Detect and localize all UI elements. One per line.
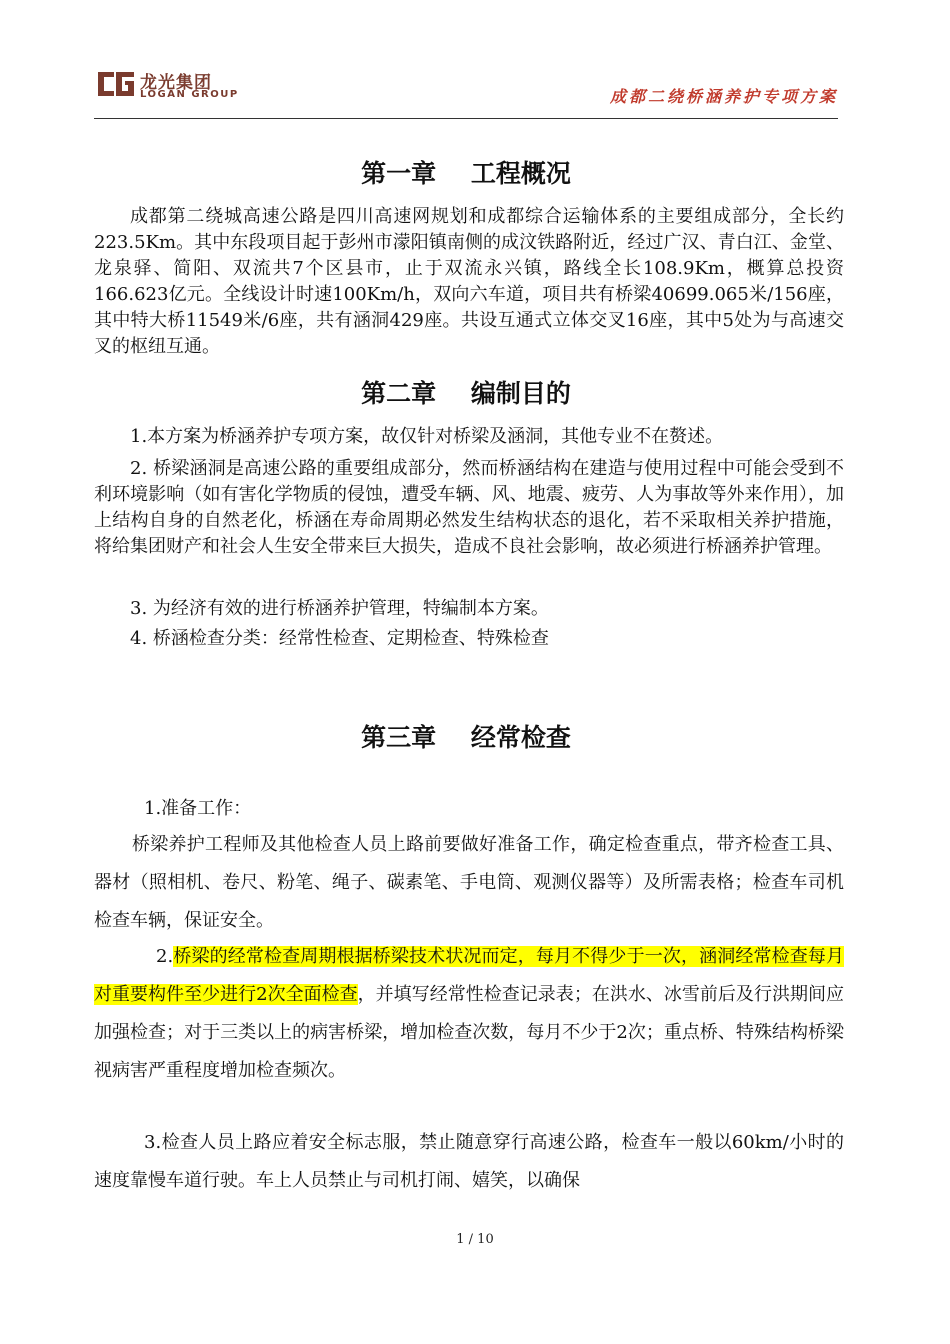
logo-text-en: LOGAN GROUP — [140, 89, 239, 100]
logo-mark-icon — [96, 68, 136, 100]
item-2-rest: ，并填写经常性检查记录表；在洪水、冰雪前后及行洪期间应加强检查；对于三类以上的病害桥梁，增加检查次数，每月不少于2次；重点桥、特殊结构桥梁视病害严重程度增加检查频次。 — [94, 984, 845, 1081]
page-number: 1 / 10 — [456, 1232, 494, 1247]
logo-text-cn: 龙光集团 — [140, 73, 212, 93]
chapter-2-title: 第二章 编制目的 — [361, 379, 571, 408]
header-divider — [94, 118, 838, 119]
chapter-2-item-1: 1.本方案为桥涵养护专项方案，故仅针对桥梁及涵洞，其他专业不在赘述。 — [130, 426, 724, 447]
document-header-title: 成都二绕桥涵养护专项方案 — [609, 87, 838, 106]
chapter-2-item-4: 4. 桥涵检查分类：经常性检查、定期检查、特殊检查 — [130, 628, 549, 649]
chapter-3-title: 第三章 经常检查 — [361, 723, 571, 752]
chapter-3-prep-text: 桥梁养护工程师及其他检查人员上路前要做好准备工作，确定检查重点，带齐检查工具、器材（照相机、卷尺、粉笔、绳子、碳素笔、手电筒、观测仪器等）及所需表格；检查车司机检查车辆，保证安全。 — [94, 834, 844, 931]
chapter-1-paragraph: 成都第二绕城高速公路是四川高速网规划和成都综合运输体系的主要组成部分，全长约223.5Km。其中东段项目起于彭州市濛阳镇南侧的成汶铁路附近，经过广汉、青白江、金堂、龙泉驿、简阳、双流共7个区县市，止于双流永兴镇，路线全长108.9Km，概算总投资166.623亿元。全线设计时速100Km/h，双向六车道，项目共有桥梁40699.065米/156座，其中特大桥11549米/6座，共有涵洞429座。共设互通式立体交叉16座，其中5处为与高速交叉的枢纽互通。 — [94, 206, 844, 357]
company-logo — [96, 68, 256, 104]
chapter-2-item-3: 3. 为经济有效的进行桥涵养护管理，特编制本方案。 — [130, 598, 549, 619]
chapter-3-item-3: 3.检查人员上路应着安全标志服，禁止随意穿行高速公路，检查车一般以60km/小时的速度靠慢车道行驶。车上人员禁止与司机打闹、嬉笑，以确保 — [94, 1132, 844, 1191]
chapter-3-item-2 — [94, 938, 844, 1090]
item-2-lead: 2. — [156, 946, 174, 967]
chapter-3-prep-title: 1.准备工作： — [144, 798, 252, 819]
chapter-1-title: 第一章 工程概况 — [361, 159, 571, 188]
highlighted-text: 桥梁的经常检查周期根据桥梁技术状况而定，每月不得少于一次，涵洞经常检查每月对重要构件至少进行2次全面检查 — [94, 946, 844, 1005]
chapter-2-item-2: 2. 桥梁涵洞是高速公路的重要组成部分，然而桥涵结构在建造与使用过程中可能会受到不利环境影响（如有害化学物质的侵蚀，遭受车辆、风、地震、疲劳、人为事故等外来作用），加上结构自身的自然老化，桥涵在寿命周期必然发生结构状态的退化，若不采取相关养护措施，将给集团财产和社会人生安全带来巨大损失，造成不良社会影响，故必须进行桥涵养护管理。 — [94, 458, 844, 557]
